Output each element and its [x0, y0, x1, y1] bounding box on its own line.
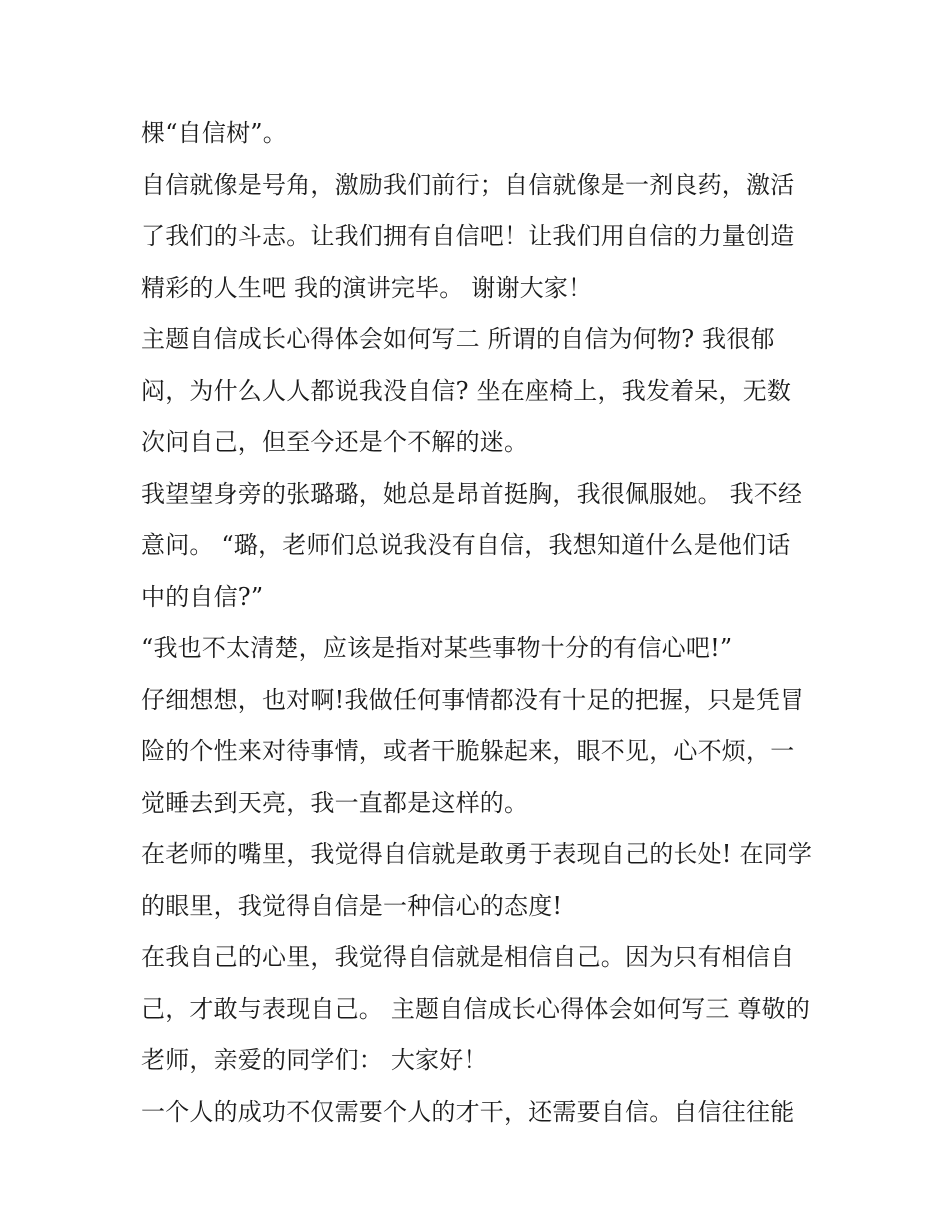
paragraph-9: 一个人的成功不仅需要个人的才干，还需要自信。自信往往能 — [141, 1097, 795, 1126]
paragraph-1: 棵“自信树”。 — [141, 119, 287, 147]
paragraph-2: 自信就像是号角，激励我们前行；自信就像是一剂良药，激活了我们的斗志。让我们拥有自信吧！让我们用自信的力量创造精彩的人生吧 我的演讲完毕。 谢谢大家！ — [141, 170, 795, 302]
paragraph-5: “我也不太清楚，应该是指对某些事物十分的有信心吧!” — [141, 634, 733, 662]
paragraph-4: 我望望身旁的张璐璐，她总是昂首挺胸，我很佩服她。 我不经意问。 “璐，老师们总说我没有自信，我想知道什么是他们话中的自信?” — [141, 479, 803, 611]
paragraph-6: 仔细想想，也对啊!我做任何事情都没有十足的把握，只是凭冒险的个性来对待事情，或者干脆躲起来，眼不见，心不烦，一觉睡去到天亮，我一直都是这样的。 — [141, 685, 805, 817]
paragraph-7: 在老师的嘴里，我觉得自信就是敢勇于表现自己的长处! 在同学的眼里，我觉得自信是一种信心的态度! — [141, 840, 813, 920]
document-body — [141, 108, 813, 1138]
paragraph-3: 主题自信成长心得体会如何写二 所谓的自信为何物? 我很郁闷，为什么人人都说我没自信? 坐在座椅上，我发着呆，无数次问自己，但至今还是个不解的迷。 — [141, 325, 792, 456]
paragraph-8: 在我自己的心里，我觉得自信就是相信自己。因为只有相信自己，才敢与表现自己。 主题自信成长心得体会如何写三 尊敬的老师，亲爱的同学们： 大家好！ — [141, 943, 811, 1074]
